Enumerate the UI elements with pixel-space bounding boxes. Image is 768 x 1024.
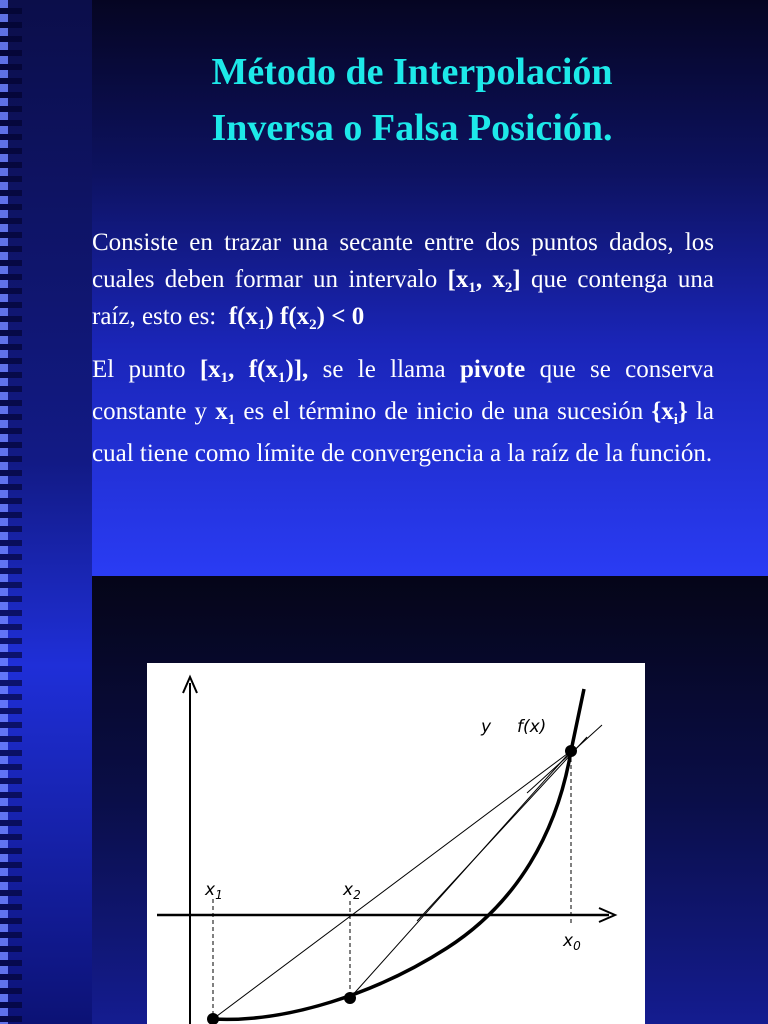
- seq-a: {x: [651, 398, 674, 425]
- diagram-svg: [147, 663, 645, 1024]
- point-x0: [565, 745, 577, 757]
- interval-sub-2: 2: [504, 280, 513, 296]
- interval-mid: , x: [475, 266, 505, 293]
- x2-sub-label: 2: [353, 888, 361, 902]
- left-dot-pattern: [0, 0, 22, 1024]
- paragraph-pivot: [92, 349, 714, 475]
- label-y: y: [481, 717, 492, 737]
- cond-sub-1: 1: [257, 317, 266, 333]
- x1-letter-label: x: [205, 880, 216, 900]
- interval-close: ]: [512, 266, 521, 293]
- pivot-term: pivote: [459, 356, 526, 383]
- label-x2: [343, 882, 361, 901]
- cond-c: ) < 0: [316, 303, 365, 330]
- point-a: [x: [199, 356, 221, 383]
- point-sub-2: 1: [277, 370, 286, 386]
- x0-sub-label: 0: [573, 939, 581, 953]
- point-b: , f(x: [228, 356, 278, 383]
- false-position-diagram: [147, 663, 645, 1024]
- p1-text-b: que contenga una raíz, esto es:: [92, 266, 721, 330]
- x0-letter-label: x: [563, 931, 574, 951]
- interval-notation: [447, 266, 521, 296]
- cond-sub-2: 2: [309, 317, 317, 333]
- interval-sub-1: 1: [468, 280, 476, 296]
- point-sub-1: 1: [220, 370, 229, 386]
- x1-letter: x: [215, 398, 228, 425]
- x1-sub-label: 1: [215, 888, 223, 902]
- p2-text-b: se le llama: [308, 356, 460, 383]
- root-condition: [228, 303, 365, 333]
- title-line-1: Método de Interpolación: [211, 51, 613, 93]
- cond-a: f(x: [228, 303, 258, 330]
- sequence-term: [651, 398, 688, 428]
- x1-sub: 1: [227, 412, 236, 428]
- title-line-2: Inversa o Falsa Posición.: [211, 107, 613, 149]
- cond-b: ) f(x: [265, 303, 310, 330]
- function-curve: [213, 689, 584, 1019]
- paragraph-definition: [92, 224, 721, 335]
- label-x0: [563, 933, 581, 952]
- p2-text-e: la cual tiene como límite de convergencia a la raíz de la función.: [92, 398, 714, 467]
- seq-sub: i: [673, 412, 678, 428]
- label-fx: f(x): [517, 717, 547, 737]
- p2-text-a: El punto: [92, 356, 200, 383]
- seq-b: }: [677, 398, 688, 425]
- pivot-point: [199, 356, 309, 386]
- point-x1: [207, 1013, 219, 1024]
- point-x2: [344, 992, 356, 1004]
- point-c: )],: [285, 356, 309, 383]
- p2-text-d: es el término de inicio de una sucesión: [235, 398, 652, 425]
- slide-title: [92, 44, 732, 156]
- p1-text-a: Consiste en trazar una secante entre dos puntos dados, los cuales deben formar un intervalo: [92, 229, 714, 293]
- x2-letter-label: x: [343, 880, 354, 900]
- x1-term: [215, 398, 236, 428]
- p2-text-c: que se conserva constante y: [92, 356, 715, 425]
- secant-3: [417, 737, 587, 921]
- left-decorative-bar: [0, 0, 92, 1024]
- interval-open: [x: [447, 266, 469, 293]
- label-x1: [205, 882, 223, 901]
